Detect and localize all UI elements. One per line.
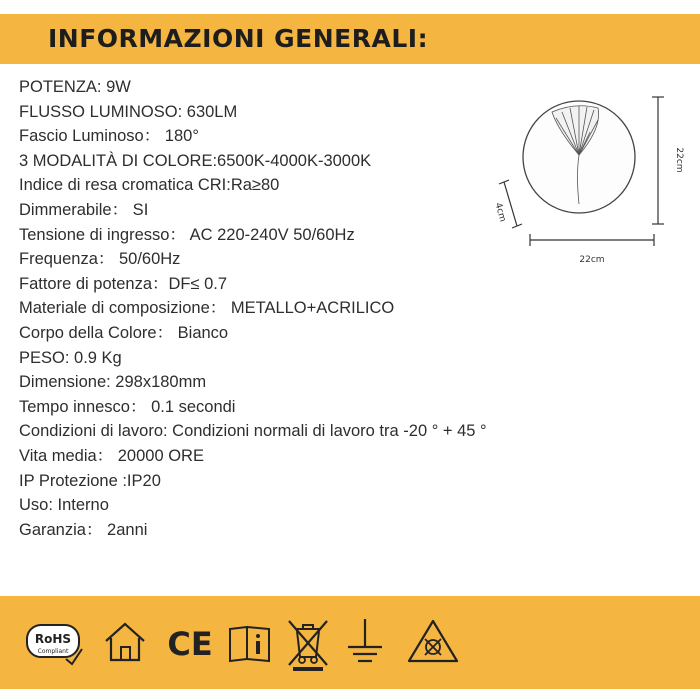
spec-usage: Uso: Interno [19, 496, 109, 515]
read-manual-icon [225, 617, 275, 667]
rohs-compliant-icon [24, 617, 84, 667]
spec-input-voltage: Tensione di ingresso： AC 220-240V 50/60Hz [19, 225, 355, 244]
spec-start-time: Tempo innesco： 0.1 secondi [19, 397, 236, 416]
depth-label: 4cm [492, 201, 508, 224]
spec-cri: Indice di resa cromatica CRI:Ra≥80 [19, 176, 280, 195]
spec-material: Materiale di composizione： METALLO+ACRILICO [19, 299, 395, 318]
spec-power: POTENZA: 9W [19, 78, 131, 96]
ground-symbol-icon [340, 617, 390, 669]
certification-icons [0, 596, 700, 689]
warning-triangle-icon [405, 617, 461, 667]
spec-dimension: Dimensione: 298x180mm [19, 373, 207, 392]
width-label: 22cm [579, 255, 605, 265]
svg-text:Compliant: Compliant [37, 648, 69, 655]
height-label: 22cm [674, 147, 684, 173]
dimension-diagram [480, 80, 690, 275]
spec-power-factor: Fattore di potenza：DF≤ 0.7 [19, 274, 228, 293]
svg-text:CE: CE [167, 625, 213, 663]
spec-dimmable: Dimmerabile： SI [19, 200, 149, 219]
weee-bin-icon [283, 617, 333, 671]
spec-working-conditions: Condizioni di lavoro: Condizioni normali di lavoro tra -20 ° + 45 ° [19, 422, 487, 441]
svg-text:RoHS: RoHS [34, 632, 72, 646]
spec-color-modes: 3 MODALITÀ DI COLORE:6500K-4000K-3000K [19, 151, 372, 170]
spec-list [19, 75, 487, 542]
spec-ip-rating: IP Protezione :IP20 [19, 471, 161, 490]
spec-beam-angle: Fascio Luminoso： 180° [19, 127, 199, 146]
spec-lifetime: Vita media： 20000 ORE [19, 446, 204, 465]
indoor-use-icon [100, 617, 150, 667]
spec-luminous-flux: FLUSSO LUMINOSO: 630LM [19, 102, 238, 121]
spec-body-color: Corpo della Colore： Bianco [19, 323, 229, 342]
spec-warranty: Garanzia： 2anni [19, 520, 148, 539]
ce-mark-icon [160, 617, 220, 667]
page-title: INFORMAZIONI GENERALI: [48, 24, 429, 53]
spec-weight: PESO: 0.9 Kg [19, 348, 122, 367]
spec-frequency: Frequenza： 50/60Hz [19, 250, 181, 269]
